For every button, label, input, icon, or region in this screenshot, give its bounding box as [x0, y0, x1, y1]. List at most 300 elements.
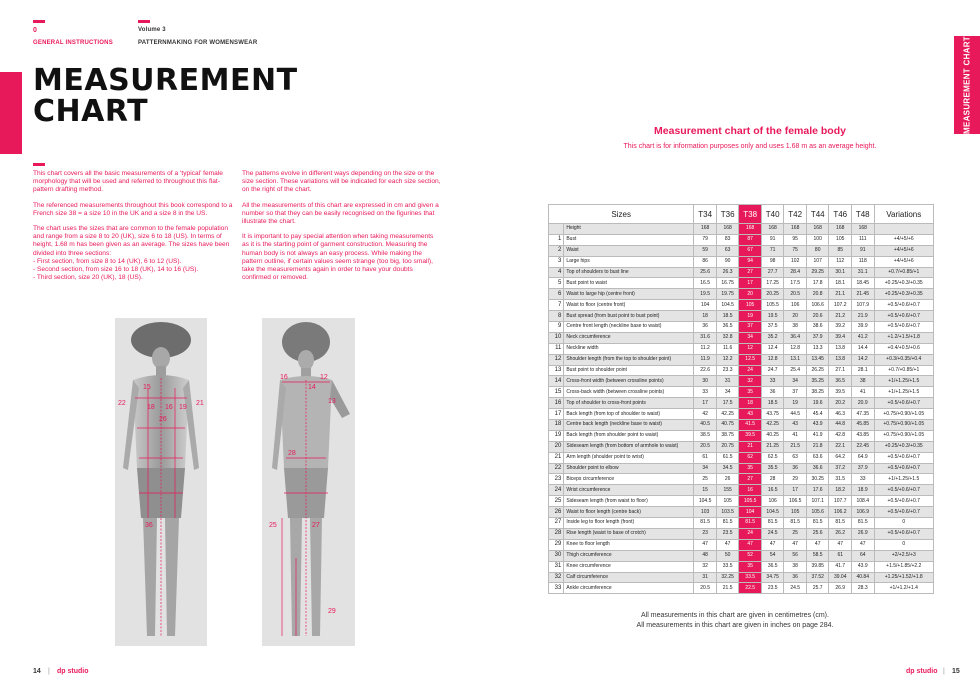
measurement-value: 47: [784, 539, 807, 550]
row-number: 10: [549, 332, 564, 343]
measurement-value: 47: [829, 539, 852, 550]
measurement-value: 106.2: [829, 507, 852, 518]
measurement-label: Knee to floor length: [564, 539, 694, 550]
table-row: [549, 376, 934, 387]
variation-value: +0.75/+0.90/+1.05: [874, 420, 934, 431]
variations-header: Variations: [874, 205, 934, 224]
measurement-value: 33: [694, 387, 717, 398]
measurement-value: 16.5: [694, 278, 717, 289]
measurement-value: 20.5: [694, 441, 717, 452]
measurement-label: Bust spread (from bust point to bust point): [564, 311, 694, 322]
figure-back-label: 29: [328, 608, 336, 615]
size-header-cell: T46: [829, 205, 852, 224]
measurement-value: 48: [694, 550, 717, 561]
measurement-label: Shoulder point to elbow: [564, 463, 694, 474]
measurement-label: Top of shoulder to cross-front points: [564, 398, 694, 409]
footer-right-page-number: 15: [952, 668, 960, 675]
measurement-value: 27.7: [761, 267, 784, 278]
variation-value: +1.5/+1.85/+2.2: [874, 561, 934, 572]
size-header-cell: T48: [851, 205, 874, 224]
variation-value: +0.5/+0.6/+0.7: [874, 485, 934, 496]
row-number: 24: [549, 485, 564, 496]
measurement-value: 32.8: [716, 332, 739, 343]
measurement-value: 50: [716, 550, 739, 561]
table-row: [549, 234, 934, 245]
measurement-value: 22.1: [829, 441, 852, 452]
measurement-value: 11.6: [716, 343, 739, 354]
measurement-value: 27: [739, 474, 762, 485]
table-row: [549, 256, 934, 267]
row-number: 18: [549, 420, 564, 431]
variation-value: +0.5/+0.6/+0.7: [874, 311, 934, 322]
row-number: 17: [549, 409, 564, 420]
measurement-value: 37.5: [761, 322, 784, 333]
variation-value: +0.5/+0.6/+0.7: [874, 496, 934, 507]
measurement-value: 19: [784, 398, 807, 409]
measurement-value: 34: [716, 387, 739, 398]
measurement-label: Waist to floor length (centre back): [564, 507, 694, 518]
figure-front-label: 15: [143, 384, 151, 391]
measurement-value: 25.6: [694, 267, 717, 278]
measurement-value: 54: [761, 550, 784, 561]
figurine-front-drawing: [115, 318, 207, 646]
measurement-value: 36: [761, 387, 784, 398]
chapter-number: 0: [33, 27, 37, 34]
measurement-value: 62.5: [761, 452, 784, 463]
footer-left-separator: |: [48, 668, 50, 675]
measurement-value: 42.25: [716, 409, 739, 420]
measurement-value: 47: [694, 539, 717, 550]
row-number: 16: [549, 398, 564, 409]
measurement-value: 75: [784, 245, 807, 256]
measurement-value: 47: [739, 539, 762, 550]
size-header-cell: T36: [716, 205, 739, 224]
measurement-value: 94: [739, 256, 762, 267]
measurement-value: 35.2: [761, 332, 784, 343]
measurement-value: 107.9: [851, 300, 874, 311]
measurement-label: Neck circumference: [564, 332, 694, 343]
footer-right-separator: |: [943, 668, 945, 675]
measurement-value: 42.25: [761, 420, 784, 431]
measurement-value: 85: [829, 245, 852, 256]
row-number: 22: [549, 463, 564, 474]
table-row: [549, 387, 934, 398]
variation-value: +0.75/+0.90/+1.05: [874, 430, 934, 441]
measurement-value: 155: [716, 485, 739, 496]
measurement-value: 46.3: [829, 409, 852, 420]
variation-value: +0.25/+0.3/+0.35: [874, 278, 934, 289]
measurement-value: 26.2: [829, 528, 852, 539]
measurement-value: 12.4: [761, 343, 784, 354]
col1-paragraph: The chart uses the sizes that are common to the female population and range from a size 8 to 20 (UK), size 6 to 18 (US). In terms of height, 1.68 m has been given as an average. The sizes have been divided into three sections:: [33, 225, 230, 257]
measurement-value: 29.25: [806, 267, 829, 278]
measurement-value: 63.6: [806, 452, 829, 463]
measurement-value: 81.5: [851, 518, 874, 529]
measurement-value: 62: [739, 452, 762, 463]
measurement-value: 30: [694, 376, 717, 387]
footnote-cm: All measurements in this chart are given in centimetres (cm).: [641, 612, 829, 619]
measurement-value: 44.8: [829, 420, 852, 431]
measurement-value: 105.5: [739, 496, 762, 507]
measurement-table-body: [549, 205, 934, 594]
measurement-label: Waist to floor (centre front): [564, 300, 694, 311]
variation-value: +0.75/+0.90/+1.05: [874, 409, 934, 420]
row-number: 27: [549, 518, 564, 529]
table-row: [549, 300, 934, 311]
measurement-value: 14.4: [851, 343, 874, 354]
measurement-value: 18.5: [761, 398, 784, 409]
measurement-value: 21.5: [716, 583, 739, 594]
measurement-value: 25.6: [806, 528, 829, 539]
measurement-value: 19.5: [694, 289, 717, 300]
measurement-value: 103: [694, 507, 717, 518]
measurement-value: 25: [694, 474, 717, 485]
table-row: [549, 365, 934, 376]
variation-value: 0: [874, 518, 934, 529]
figure-back-label: 12: [320, 374, 328, 381]
measurement-value: 36.6: [806, 463, 829, 474]
measurement-value: 64: [851, 550, 874, 561]
measurement-value: 14.2: [851, 354, 874, 365]
measurement-label: Wrist circumference: [564, 485, 694, 496]
measurement-value: 24.7: [761, 365, 784, 376]
variation-value: +0.5/+0.6/+0.7: [874, 528, 934, 539]
measurement-value: 103.5: [716, 507, 739, 518]
variation-value: +4/+5/+6: [874, 245, 934, 256]
measurement-value: 47: [716, 539, 739, 550]
measurement-value: 26.9: [851, 528, 874, 539]
measurement-value: 35: [739, 561, 762, 572]
table-row: [549, 398, 934, 409]
intro-column-1: [33, 170, 233, 282]
measurement-value: 104.5: [716, 300, 739, 311]
book-title: PATTERNMAKING FOR WOMENSWEAR: [138, 40, 258, 46]
measurement-value: 17: [694, 398, 717, 409]
header-accent-right: [138, 20, 150, 23]
measurement-value: 41.7: [829, 561, 852, 572]
measurement-value: 100: [806, 234, 829, 245]
measurement-value: 102: [784, 256, 807, 267]
measurement-value: 28.3: [851, 583, 874, 594]
measurement-value: 47: [761, 539, 784, 550]
measurement-label: Ankle circumference: [564, 583, 694, 594]
measurement-value: 107.7: [829, 496, 852, 507]
variation-value: +1/+1.25/+1.5: [874, 387, 934, 398]
measurement-value: 106: [761, 496, 784, 507]
row-number: 31: [549, 561, 564, 572]
table-row: [549, 463, 934, 474]
measurement-value: 39.9: [851, 322, 874, 333]
measurement-value: 64.2: [829, 452, 852, 463]
measurement-value: 30.25: [806, 474, 829, 485]
variation-value: +1/+1.25/+1.5: [874, 474, 934, 485]
measurement-value: 40.75: [716, 420, 739, 431]
variation-value: +1/+1.2/+1.4: [874, 583, 934, 594]
measurement-value: 37.2: [829, 463, 852, 474]
row-number: 4: [549, 267, 564, 278]
variation-value: +0.3/+0.35/+0.4: [874, 354, 934, 365]
figure-back-label: 25: [269, 522, 277, 529]
table-header-row: [549, 205, 934, 224]
col2-paragraph: All the measurements of this chart are expressed in cm and given a number so that they can be easily recognised on the figurines that illustrate the chart.: [242, 201, 439, 226]
sizes-header: Sizes: [549, 205, 694, 224]
measurement-value: 21.9: [851, 311, 874, 322]
measurement-value: 21.8: [806, 441, 829, 452]
measurement-label: Inside leg to floor length (front): [564, 518, 694, 529]
measurement-value: 107.1: [806, 496, 829, 507]
measurement-label: Top of shoulders to bust line: [564, 267, 694, 278]
col1-list-item: - Third section, size 20 (UK), 18 (US).: [33, 274, 143, 282]
table-row: [549, 289, 934, 300]
measurement-value: 12.2: [716, 354, 739, 365]
row-number: 21: [549, 452, 564, 463]
measurement-value: 18.9: [851, 485, 874, 496]
measurement-label: Centre front length (neckline base to waist): [564, 322, 694, 333]
measurement-value: 18.5: [716, 311, 739, 322]
figure-back-label: 13: [328, 398, 336, 405]
figure-front-label: 22: [118, 400, 126, 407]
row-number: 14: [549, 376, 564, 387]
measurement-value: 36.4: [784, 332, 807, 343]
col1-list-item: - Second section, from size 16 to 18 (UK), 14 to 16 (US).: [33, 266, 199, 274]
measurement-value: 168: [739, 224, 762, 235]
measurement-value: 61.5: [716, 452, 739, 463]
measurement-value: 25.7: [806, 583, 829, 594]
table-row: [549, 311, 934, 322]
measurement-value: 37: [784, 387, 807, 398]
measurement-value: 13.8: [829, 343, 852, 354]
table-row: [549, 550, 934, 561]
measurement-value: 18: [694, 311, 717, 322]
measurement-value: 17.25: [761, 278, 784, 289]
measurement-value: 39.04: [829, 572, 852, 583]
measurement-value: 107: [806, 256, 829, 267]
measurement-value: 105: [716, 496, 739, 507]
chart-title: Measurement chart of the female body: [654, 125, 846, 137]
measurement-value: 168: [784, 224, 807, 235]
measurement-value: 37: [739, 322, 762, 333]
measurement-value: 17: [784, 485, 807, 496]
measurement-value: 36: [784, 463, 807, 474]
measurement-value: 21.45: [851, 289, 874, 300]
measurement-value: 61: [694, 452, 717, 463]
measurement-value: 23: [694, 528, 717, 539]
measurement-value: 52: [739, 550, 762, 561]
measurement-value: 81.5: [806, 518, 829, 529]
measurement-value: 17.5: [784, 278, 807, 289]
size-header-cell: T38: [739, 205, 762, 224]
size-header-cell: T34: [694, 205, 717, 224]
measurement-value: 23.5: [761, 583, 784, 594]
size-header-cell: T42: [784, 205, 807, 224]
figure-front-label: 19: [179, 404, 187, 411]
measurement-label: Rise length (waist to base of crotch): [564, 528, 694, 539]
figure-front-label: 36: [145, 522, 153, 529]
row-number: 5: [549, 278, 564, 289]
measurement-value: 61: [829, 550, 852, 561]
measurement-value: 20.75: [716, 441, 739, 452]
measurement-value: 12.8: [761, 354, 784, 365]
measurement-value: 43.85: [851, 430, 874, 441]
measurement-value: 91: [761, 234, 784, 245]
measurement-value: 19: [739, 311, 762, 322]
row-number: 32: [549, 572, 564, 583]
measurement-value: 33: [851, 474, 874, 485]
row-number: 26: [549, 507, 564, 518]
figure-front-label: 16: [165, 404, 173, 411]
measurement-value: 81.5: [694, 518, 717, 529]
measurement-value: 31.5: [829, 474, 852, 485]
variation-value: +0.5/+0.6/+0.7: [874, 322, 934, 333]
measurement-value: 105: [739, 300, 762, 311]
measurement-label: Bust point to waist: [564, 278, 694, 289]
measurement-value: 39.5: [739, 430, 762, 441]
variation-value: +4/+5/+6: [874, 256, 934, 267]
row-number: 13: [549, 365, 564, 376]
col1-list-item: - First section, from size 8 to 14 (UK), 6 to 12 (US).: [33, 257, 182, 265]
measurement-value: 98: [761, 256, 784, 267]
chapter-section: GENERAL INSTRUCTIONS: [33, 40, 113, 46]
measurement-value: 104.5: [761, 507, 784, 518]
measurement-value: 108.4: [851, 496, 874, 507]
measurement-value: 32: [739, 376, 762, 387]
figurine-back-image: [262, 318, 355, 646]
measurement-value: 19.5: [761, 311, 784, 322]
measurement-value: 105.5: [761, 300, 784, 311]
variation-value: +2/+2.5/+3: [874, 550, 934, 561]
measurement-value: 38.5: [694, 430, 717, 441]
row-number: 15: [549, 387, 564, 398]
measurement-value: 168: [716, 224, 739, 235]
row-number: 29: [549, 539, 564, 550]
variation-value: +4/+5/+6: [874, 234, 934, 245]
measurement-value: 20: [739, 289, 762, 300]
measurement-value: 111: [851, 234, 874, 245]
measurement-value: 63: [784, 452, 807, 463]
table-row: [549, 528, 934, 539]
side-tab: [954, 36, 980, 134]
table-row: [549, 354, 934, 365]
table-row: [549, 539, 934, 550]
measurement-value: 17.5: [716, 398, 739, 409]
row-number: 20: [549, 441, 564, 452]
measurement-value: 23.5: [716, 528, 739, 539]
table-row: [549, 224, 934, 235]
measurement-value: 35: [739, 387, 762, 398]
measurement-value: 28: [761, 474, 784, 485]
measurement-value: 13.1: [784, 354, 807, 365]
measurement-value: 41.9: [806, 430, 829, 441]
measurement-value: 38.6: [806, 322, 829, 333]
measurement-value: 35: [739, 463, 762, 474]
measurement-value: 56: [784, 550, 807, 561]
measurement-value: 20.5: [694, 583, 717, 594]
measurement-value: 104: [739, 507, 762, 518]
figure-back-label: 14: [308, 384, 316, 391]
measurement-label: Sideseam length (from bottom of armhole to waist): [564, 441, 694, 452]
measurement-value: 20.8: [806, 289, 829, 300]
measurement-value: 25.4: [784, 365, 807, 376]
measurement-value: 21.1: [829, 289, 852, 300]
measurement-table: [548, 204, 934, 594]
table-row: [549, 343, 934, 354]
measurement-value: 39.4: [829, 332, 852, 343]
table-row: [549, 409, 934, 420]
measurement-value: 87: [739, 234, 762, 245]
measurement-value: 22.6: [694, 365, 717, 376]
measurement-label: Sideseam length (from waist to floor): [564, 496, 694, 507]
measurement-value: 26.3: [716, 267, 739, 278]
measurement-value: 168: [806, 224, 829, 235]
measurement-value: 20.9: [851, 398, 874, 409]
size-header-cell: T40: [761, 205, 784, 224]
variation-value: +0.5/+0.6/+0.7: [874, 300, 934, 311]
page-title: [33, 65, 298, 127]
measurement-value: 32: [694, 561, 717, 572]
measurement-value: 95: [784, 234, 807, 245]
measurement-value: 80: [806, 245, 829, 256]
measurement-value: 11.9: [694, 354, 717, 365]
measurement-value: 47: [851, 539, 874, 550]
measurement-value: 83: [716, 234, 739, 245]
measurement-label: Back length (from top of shoulder to waist): [564, 409, 694, 420]
row-number: 19: [549, 430, 564, 441]
table-row: [549, 420, 934, 431]
row-number: 6: [549, 289, 564, 300]
measurement-label: Arm length (shoulder point to wrist): [564, 452, 694, 463]
measurement-value: 17: [739, 278, 762, 289]
measurement-value: 59: [694, 245, 717, 256]
measurement-value: 44.5: [784, 409, 807, 420]
measurement-value: 40.84: [851, 572, 874, 583]
measurement-value: 34: [784, 376, 807, 387]
measurement-value: 40.25: [761, 430, 784, 441]
measurement-value: 36: [694, 322, 717, 333]
measurement-value: 38: [851, 376, 874, 387]
measurement-label: Knee circumference: [564, 561, 694, 572]
col1-paragraph: This chart covers all the basic measurements of a ‘typical’ female morphology that will be used and referred to throughout this flat-pattern drafting method.: [33, 170, 223, 194]
measurement-label: Back length (from shoulder point to waist): [564, 430, 694, 441]
measurement-value: 27: [739, 267, 762, 278]
measurement-value: 34.5: [716, 463, 739, 474]
measurement-value: 104: [694, 300, 717, 311]
side-tab-label: MEASUREMENT CHART: [962, 36, 972, 134]
figure-front-label: 26: [159, 416, 167, 423]
measurement-value: 16.75: [716, 278, 739, 289]
variation-value: +1.25/+1.52/+1.8: [874, 572, 934, 583]
table-row: [549, 441, 934, 452]
measurement-value: 33.5: [716, 561, 739, 572]
measurement-value: 16: [739, 485, 762, 496]
variation-value: +0.25/+0.3/+0.35: [874, 441, 934, 452]
row-number: 1: [549, 234, 564, 245]
measurement-value: 106.6: [806, 300, 829, 311]
measurement-value: 39.85: [806, 561, 829, 572]
measurement-value: 43.9: [851, 561, 874, 572]
measurement-value: 13.3: [806, 343, 829, 354]
measurement-value: 106.9: [851, 507, 874, 518]
figure-back-label: 27: [312, 522, 320, 529]
measurement-value: 43.9: [806, 420, 829, 431]
measurement-value: 20: [784, 311, 807, 322]
row-number: 2: [549, 245, 564, 256]
table-row: [549, 332, 934, 343]
measurement-value: 22.5: [739, 583, 762, 594]
measurement-value: 16.5: [761, 485, 784, 496]
row-number: [549, 224, 564, 235]
measurement-value: 105: [829, 234, 852, 245]
chart-subtitle: This chart is for information purposes only and uses 1.68 m as an average height.: [623, 143, 877, 150]
